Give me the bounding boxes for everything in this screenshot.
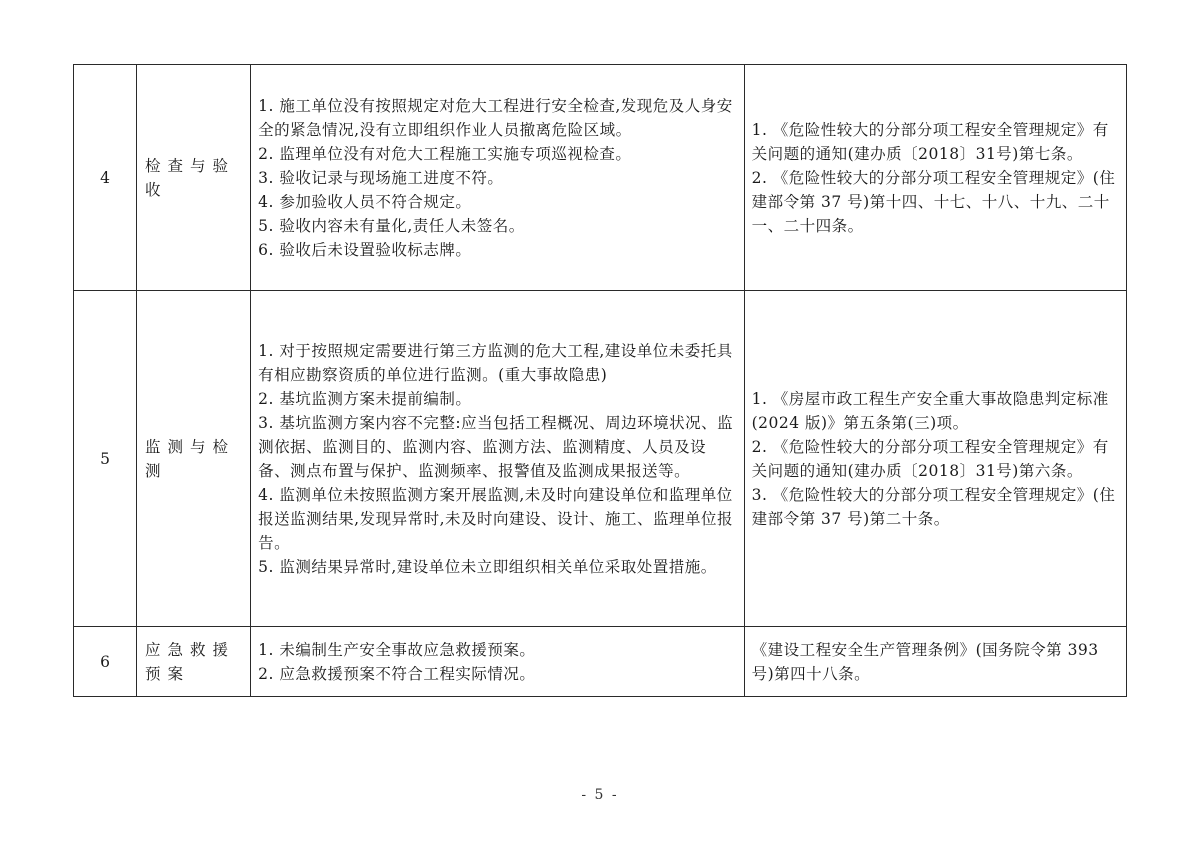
- legal-basis-list: [744, 65, 1126, 291]
- safety-inspection-table: [73, 64, 1127, 697]
- inspection-item: 检查与验收: [137, 65, 251, 291]
- row-number: 6: [74, 627, 137, 697]
- issue-item: 5. 验收内容未有量化,责任人未签名。: [258, 216, 525, 235]
- issue-item: 5. 监测结果异常时,建设单位未立即组织相关单位采取处置措施。: [258, 557, 717, 576]
- issue-item: 3. 基坑监测方案内容不完整:应当包括工程概况、周边环境状况、监测依据、监测目的、监测内容、监测方法、监测精度、人员及设备、测点布置与保护、监测频率、报警值及监测成果报送等。: [258, 413, 734, 480]
- issue-item: 2. 应急救援预案不符合工程实际情况。: [258, 664, 536, 683]
- basis-item: 3. 《危险性较大的分部分项工程安全管理规定》(住建部令第 37 号)第二十条。: [751, 485, 1116, 528]
- table-row: [74, 627, 1127, 697]
- issue-item: 4. 监测单位未按照监测方案开展监测,未及时向建设单位和监理单位报送监测结果,发现异常时,未及时向建设、设计、施工、监理单位报告。: [258, 485, 733, 552]
- row-number: 5: [74, 291, 137, 627]
- row-number: 4: [74, 65, 137, 291]
- basis-item: 1. 《房屋市政工程生产安全重大事故隐患判定标准(2024 版)》第五条第(三)项。: [751, 389, 1109, 432]
- basis-item: 2. 《危险性较大的分部分项工程安全管理规定》有关问题的通知(建办质〔2018〕31号)第六条。: [751, 437, 1109, 480]
- table-row: [74, 291, 1127, 627]
- table-row: [74, 65, 1127, 291]
- issue-item: 4. 参加验收人员不符合规定。: [258, 192, 472, 211]
- basis-item: 2. 《危险性较大的分部分项工程安全管理规定》(住建部令第 37 号)第十四、十七、十八、十九、二十一、二十四条。: [751, 168, 1116, 235]
- issue-list: [251, 65, 744, 291]
- issue-item: 6. 验收后未设置验收标志牌。: [258, 240, 472, 259]
- issue-item: 1. 对于按照规定需要进行第三方监测的危大工程,建设单位未委托具有相应勘察资质的单位进行监测。(重大事故隐患): [258, 341, 733, 384]
- inspection-item: 监测与检测: [137, 291, 251, 627]
- issue-list: [251, 291, 744, 627]
- basis-item: 《建设工程安全生产管理条例》(国务院令第 393 号)第四十八条。: [751, 640, 1099, 683]
- page-number: - 5 -: [581, 787, 619, 803]
- issue-item: 1. 施工单位没有按照规定对危大工程进行安全检查,发现危及人身安全的紧急情况,没有立即组织作业人员撤离危险区域。: [258, 96, 733, 139]
- issue-item: 2. 监理单位没有对危大工程施工实施专项巡视检查。: [258, 144, 632, 163]
- legal-basis-list: [744, 291, 1126, 627]
- basis-item: 1. 《危险性较大的分部分项工程安全管理规定》有关问题的通知(建办质〔2018〕31号)第七条。: [751, 120, 1109, 163]
- issue-item: 3. 验收记录与现场施工进度不符。: [258, 168, 504, 187]
- legal-basis-list: [744, 627, 1126, 697]
- issue-list: [251, 627, 744, 697]
- issue-item: 2. 基坑监测方案未提前编制。: [258, 389, 472, 408]
- inspection-item: 应急救援预案: [137, 627, 251, 697]
- issue-item: 1. 未编制生产安全事故应急救援预案。: [258, 640, 536, 659]
